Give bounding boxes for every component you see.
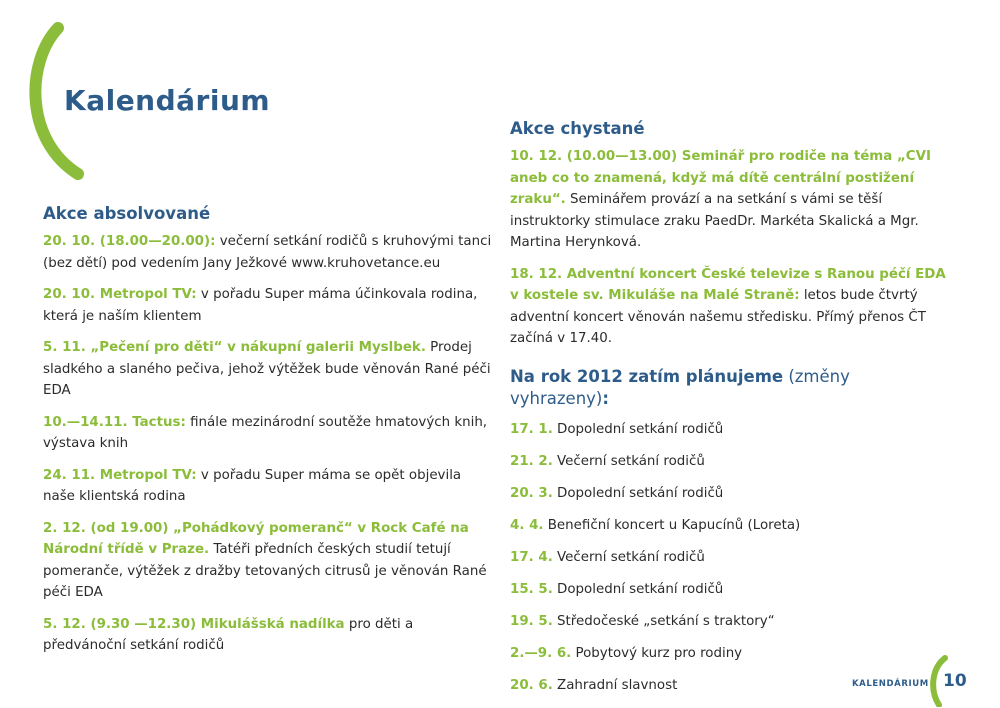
item-highlight: 20. 10. Metropol TV:	[43, 287, 197, 302]
item-text: Dopolední setkání rodičů	[552, 485, 724, 501]
past-events-heading: Akce absolvované	[43, 204, 211, 223]
list-item	[510, 612, 950, 632]
upcoming-events-heading: Akce chystané	[510, 119, 645, 138]
item-highlight: 17. 4.	[510, 549, 553, 565]
item-highlight: 10. 12. (10.00—13.00) Seminář pro rodiče na téma „CVI aneb co to znamená, když má dítě centrální postižení zraku“.	[510, 149, 931, 207]
item-highlight: 20. 3.	[510, 485, 553, 501]
item-text: Zahradní slavnost	[552, 677, 678, 693]
item-highlight: 2.—9. 6.	[510, 645, 572, 661]
plans-heading	[510, 366, 950, 410]
item-text: Seminářem provází a na setkání s vámi se těší instruktorky stimulace zraku PaedDr. Markéta Skalická a Mgr. Martina Herynková.	[510, 192, 919, 250]
item-text: Večerní setkání rodičů	[552, 453, 705, 469]
item-highlight: 10.—14.11. Tactus:	[43, 414, 186, 430]
item-highlight: 5. 11. „Pečení pro děti“ v nákupní galerii Myslbek.	[43, 340, 426, 355]
list-item	[510, 484, 950, 504]
item-text: v pořadu Super máma účinkovala rodina, která je naším klientem	[43, 287, 478, 324]
item-text: letos bude čtvrtý adventní koncert věnován našemu středisku. Přímý přenos ČT začíná v 17.40.	[510, 288, 926, 346]
list-item	[510, 548, 950, 568]
item-highlight: 20. 6.	[510, 677, 553, 693]
item-highlight: 2. 12. (od 19.00) „Pohádkový pomeranč“ v Rock Café na Národní třídě v Praze.	[43, 520, 469, 557]
list-item	[510, 146, 950, 254]
list-item	[43, 465, 493, 508]
list-item	[43, 337, 493, 402]
list-item	[510, 580, 950, 600]
item-text: Středočeské „setkání s traktory“	[552, 613, 775, 629]
plans-list	[510, 420, 950, 696]
page-number: 10	[943, 671, 967, 691]
item-highlight: 4. 4.	[510, 517, 544, 533]
list-item	[43, 231, 493, 274]
plans-heading-colon: :	[602, 388, 609, 408]
item-text: Dopolední setkání rodičů	[552, 421, 724, 437]
past-events-list	[43, 231, 493, 657]
list-item	[510, 516, 950, 536]
item-text: Dopolední setkání rodičů	[552, 581, 724, 597]
item-text: večerní setkání rodičů s kruhovými tanci (bez dětí) pod vedením Jany Ježkové www.kruhovetance.eu	[43, 234, 492, 271]
list-item	[43, 614, 493, 657]
item-text: pro děti a předvánoční setkání rodičů	[43, 616, 414, 653]
upcoming-section	[510, 118, 950, 708]
plans-heading-note: (změny vyhrazeny)	[510, 366, 850, 408]
list-item	[510, 264, 950, 350]
item-highlight: 17. 1.	[510, 421, 553, 437]
list-item	[43, 518, 493, 604]
list-item	[510, 420, 950, 440]
item-text: v pořadu Super máma se opět objevila naše klientská rodina	[43, 467, 462, 504]
item-highlight: 21. 2.	[510, 453, 553, 469]
list-item	[43, 412, 493, 455]
item-text: Pobytový kurz pro rodiny	[571, 645, 743, 661]
plans-heading-main: Na rok 2012 zatím plánujeme	[510, 366, 784, 386]
list-item	[510, 644, 950, 664]
list-item	[510, 452, 950, 472]
item-text: Tatéři předních českých studií tetují pomeranče, výtěžek z dražby tetovaných citrusů je věnován Rané péči EDA	[43, 542, 487, 600]
item-text: finále mezinárodní soutěže hmatových knih, výstava knih	[43, 414, 488, 451]
item-highlight: 5. 12. (9.30 —12.30) Mikulášská nadílka	[43, 616, 345, 632]
item-highlight: 19. 5.	[510, 613, 553, 629]
item-highlight: 24. 11. Metropol TV:	[43, 467, 197, 483]
item-text: Prodej sladkého a slaného pečiva, jehož výtěžek bude věnován Rané péči EDA	[43, 340, 491, 398]
item-highlight: 20. 10. (18.00—20.00):	[43, 234, 216, 249]
footer-section-label: KALENDÁRIUM	[852, 679, 929, 689]
page-title: Kalendárium	[64, 84, 271, 117]
item-text: Večerní setkání rodičů	[552, 549, 705, 565]
list-item	[43, 284, 493, 327]
item-highlight: 15. 5.	[510, 581, 553, 597]
item-highlight: 18. 12. Adventní koncert České televize s Ranou péčí EDA v kostele sv. Mikuláše na Malé Straně:	[510, 266, 946, 303]
past-events-section	[43, 203, 493, 667]
item-text: Benefiční koncert u Kapucínů (Loreta)	[543, 517, 801, 533]
upcoming-events-list	[510, 146, 950, 350]
